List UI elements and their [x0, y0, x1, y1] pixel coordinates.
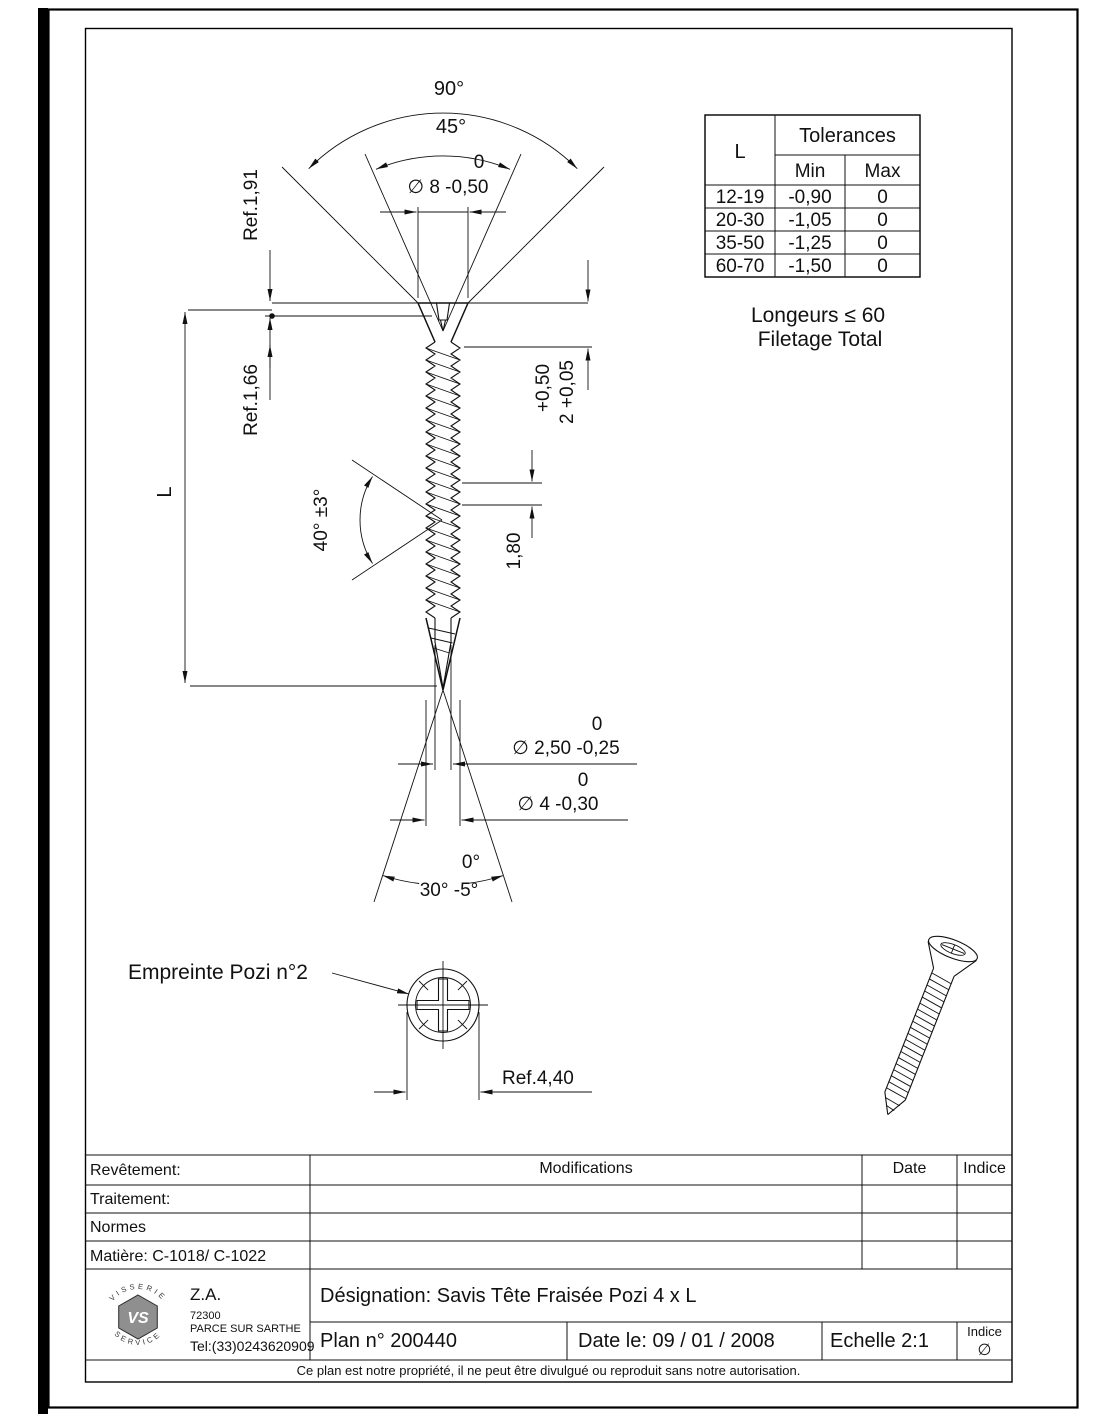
- tolerance-l-header: L: [734, 141, 746, 163]
- logo-city: PARCE SUR SARTHE: [190, 1323, 301, 1335]
- tolerances-table: [705, 115, 920, 351]
- tolerance-min: -0,90: [788, 187, 832, 208]
- tolerance-range: 12-19: [715, 187, 765, 208]
- tolerance-min-header: Min: [794, 161, 826, 182]
- length-label: L: [154, 486, 176, 498]
- tolerance-title: Tolerances: [799, 125, 896, 147]
- angle-90-label: 90°: [433, 78, 465, 100]
- logo-arc-top: VISSERIE: [107, 1281, 169, 1303]
- dia8-label: ∅ 8 -0,50: [407, 177, 489, 198]
- pitch-label: 2 +0,05: [557, 360, 578, 424]
- annotations: [154, 78, 620, 901]
- sheet-frame: [38, 8, 1078, 1414]
- angle-45-label: 45°: [435, 116, 467, 138]
- logo-zip: 72300: [190, 1310, 221, 1322]
- ref-191-label: Ref.1,91: [241, 169, 262, 241]
- standards-label: Normes: [90, 1219, 147, 1236]
- tolerance-max-header: Max: [864, 161, 901, 182]
- indice-value: ∅: [977, 1342, 992, 1359]
- date-header: Date: [892, 1160, 927, 1177]
- tolerance-min: -1,25: [788, 233, 832, 254]
- tolerance-range: 20-30: [715, 210, 765, 231]
- logo-za: Z.A.: [190, 1285, 222, 1304]
- tolerance-min: -1,50: [788, 256, 832, 277]
- logo-monogram: VS: [127, 1310, 149, 1327]
- note-length: Longeurs ≤ 60: [750, 304, 886, 327]
- ref-166-label: Ref.1,66: [241, 364, 262, 436]
- tolerance-range: 35-50: [715, 233, 765, 254]
- thread-angle-label: 40° ±3°: [311, 488, 332, 552]
- pitch-tolerance-label: +0,50: [533, 363, 554, 413]
- treatment-label: Traitement:: [90, 1191, 171, 1208]
- indice-header: Indice: [963, 1160, 1006, 1177]
- dia8-tolerance-label: 0: [473, 152, 485, 173]
- modifications-header: Modifications: [539, 1160, 633, 1177]
- tip-zero-label: 0°: [461, 852, 481, 873]
- dia250-tolerance-label: 0: [591, 714, 603, 735]
- coating-label: Revêtement:: [90, 1162, 181, 1179]
- plan-number: Plan n° 200440: [320, 1330, 458, 1352]
- indice-label: Indice: [967, 1324, 1002, 1339]
- screw-side-view: [418, 303, 468, 690]
- isometric-screw: [864, 931, 981, 1124]
- tip-angle-label: 30° -5°: [419, 880, 479, 901]
- scale: Echelle 2:1: [830, 1330, 929, 1352]
- company-logo: [107, 1282, 314, 1354]
- tolerance-range: 60-70: [715, 256, 765, 277]
- dimension-lines: [185, 113, 637, 1100]
- tolerance-max: 0: [877, 233, 888, 254]
- thread-depth-label: 1,80: [504, 532, 525, 570]
- property-notice: Ce plan est notre propriété, il ne peut être divulgué ou reproduit sans notre autorisation.: [296, 1363, 801, 1378]
- logo-arc-bottom: SERVICE: [112, 1329, 164, 1348]
- tolerance-min: -1,05: [788, 210, 832, 231]
- pozi-imprint-label: Empreinte Pozi n°2: [128, 961, 308, 984]
- ref-440-label: Ref.4,40: [502, 1068, 574, 1089]
- note-thread: Filetage Total: [757, 328, 883, 351]
- drawing-date: Date le: 09 / 01 / 2008: [578, 1330, 775, 1352]
- tolerance-max: 0: [877, 210, 888, 231]
- designation: Désignation: Savis Tête Fraisée Pozi 4 x L: [320, 1285, 697, 1307]
- tolerance-max: 0: [877, 256, 888, 277]
- pozi-recess-view: [128, 961, 574, 1089]
- dia250-label: ∅ 2,50 -0,25: [512, 738, 620, 759]
- material-label: Matière: C-1018/ C-1022: [90, 1248, 267, 1265]
- dia4-tolerance-label: 0: [577, 770, 589, 791]
- logo-tel: Tel:(33)0243620909: [190, 1338, 315, 1354]
- tolerance-max: 0: [877, 187, 888, 208]
- dia4-label: ∅ 4 -0,30: [517, 794, 599, 815]
